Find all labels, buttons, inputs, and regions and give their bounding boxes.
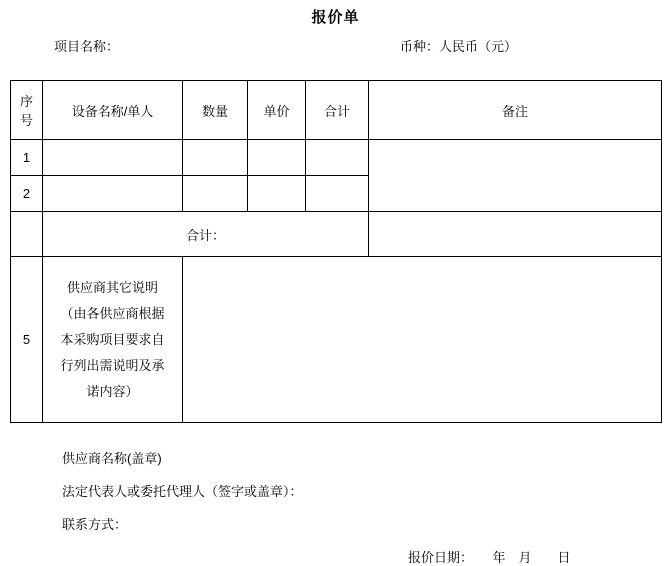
note-line: （由各供应商根据	[60, 305, 165, 321]
table-header-row	[11, 81, 662, 140]
column-header-seq: 序号	[11, 81, 43, 140]
supplier-name-label: 供应商名称(盖章)	[62, 451, 162, 466]
quotation-table	[10, 80, 662, 423]
cell-name[interactable]	[43, 176, 183, 212]
quote-date-label: 报价日期： 年 月 日	[408, 550, 571, 565]
legal-representative-label: 法定代表人或委托代理人（签字或盖章）：	[62, 484, 303, 499]
table-row	[11, 140, 662, 176]
total-row	[11, 212, 662, 257]
total-label: 合计：	[43, 212, 369, 257]
note-line: 供应商其它说明	[66, 279, 158, 295]
cell-seq: 2	[11, 176, 43, 212]
total-seq-cell	[11, 212, 43, 257]
document-header-line	[0, 36, 671, 56]
project-name-label: 项目名称：	[54, 39, 120, 54]
note-row	[11, 257, 662, 423]
cell-price[interactable]	[248, 176, 306, 212]
column-header-sum: 合计	[306, 81, 369, 140]
currency-label: 币种：人民币（元）	[400, 39, 518, 54]
cell-sum[interactable]	[306, 140, 369, 176]
note-label-cell	[43, 257, 183, 423]
cell-price[interactable]	[248, 140, 306, 176]
column-header-price: 单价	[248, 81, 306, 140]
page-title: 报价单	[311, 9, 360, 26]
note-line: 诺内容）	[86, 383, 139, 399]
total-remark-cell[interactable]	[369, 212, 662, 257]
column-header-name: 设备名称/单人	[43, 81, 183, 140]
note-content-cell[interactable]	[183, 257, 662, 423]
note-seq-cell: 5	[11, 257, 43, 423]
cell-seq: 1	[11, 140, 43, 176]
cell-qty[interactable]	[183, 176, 248, 212]
note-line: 本采购项目要求自	[60, 331, 165, 347]
note-line: 行列出需说明及承	[60, 357, 165, 373]
cell-sum[interactable]	[306, 176, 369, 212]
cell-name[interactable]	[43, 140, 183, 176]
cell-qty[interactable]	[183, 140, 248, 176]
column-header-remark: 备注	[369, 81, 662, 140]
contact-label: 联系方式：	[62, 517, 128, 532]
cell-remark[interactable]	[369, 140, 662, 212]
column-header-qty: 数量	[183, 81, 248, 140]
